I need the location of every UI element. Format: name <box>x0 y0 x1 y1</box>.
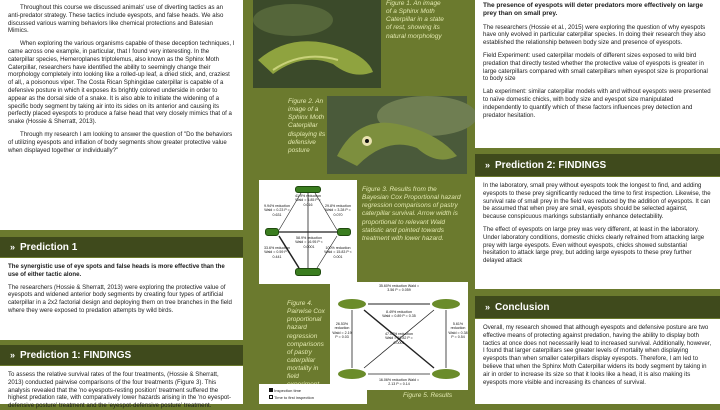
figure1-photo <box>253 0 381 88</box>
intro-paragraph-2: When exploring the various organisms capable of these deception techniques, I came across one example, in particular, that I found very interesting. In the caterpillar species, Hemeroplanes triptolemus, also known as the Sphinx Moth Caterpillar, researchers have identified the ability to seemingly change their morphology completely into looking like a rolled-up leaf, a dried stick, and, craziest of all,, a poisonous viper. The Costa Rican Sphingidae caterpillar is capable of a defensive posture in which it exposes its brightly colored underside in order to appear as the dorsal side of a snake. It is also able to initiate the widening of a specific body segment by taking air into its sides on its anterior and causing its perfectly placed eyespots to produce a false head that very closely mimics that of a snake (Hossie & Sherratt, 2013). <box>8 40 235 126</box>
legend-swatch-first-inspection <box>269 395 273 399</box>
findings2-title: Prediction 2: FINDINGS <box>495 159 607 171</box>
conclusion-title: Conclusion <box>495 301 550 313</box>
figure3-caption: Figure 3. Results from the Bayesian Cox Proportional hazard regression comparisons of pastry caterpillar survival. Arrow width is proportional to relevant Wald statistic and pointed towards treatment with lower hazard. <box>362 186 461 242</box>
prediction1-body: The researchers (Hossie & Sherratt, 2013) were exploring the protective value of eyespots and widened anterior body segments by creating four types of artificial caterpillar in a 2x2 factorial design and deploying them on tree branches in the field where they were exposed to predation attempts by wild birds. <box>8 283 232 314</box>
figure4-diagram <box>330 282 468 390</box>
prediction1-title: Prediction 1 <box>20 241 78 253</box>
findings2-panel <box>475 177 720 289</box>
conclusion-panel <box>475 319 720 404</box>
prediction1-header <box>0 237 243 257</box>
caterpillar-resting-image <box>253 0 381 88</box>
prediction1-panel <box>0 258 243 340</box>
fig4-label-2: 8.49% reduction Wald = 0.89 P = 0.35 <box>382 310 416 319</box>
fig4-label-1: 35.60% reduction Wald = 3.56 P = 0.059 <box>378 284 420 293</box>
prediction1-hypothesis: The synergistic use of eye spots and false heads is more effective than the use of either tactic alone. <box>8 263 225 278</box>
findings1-title: Prediction 1: FINDINGS <box>20 349 132 361</box>
prediction2-paragraph-2: Field Experiment: used caterpillar models of different sizes exposed to wild bird predation that directly tested whether the protective value of eyespots is greater in large caterpillars compared with small caterpillars when eyespot size is proportional to body size <box>483 52 708 83</box>
findings1-body: To assess the relative survival rates of the four treatments, (Hossie & Sherratt, 2013) conducted pairwise comparisons of the four treatments (Figure 3). This analysis revealed that the 'no eyespots-resting position' treatment suffered the highest predation rate, with comparatively lower hazards arising in the 'no eyespot-defensive posture' treatment and the 'eyespot-defensive posture' treatment. <box>8 371 232 410</box>
fig5-legend-2: Time to first inspection <box>274 395 314 400</box>
figure5-caption: Figure 5. Results <box>403 392 453 399</box>
fig4-label-3: 26.53% reduction Wald = 2.19 P = 0.03 <box>332 322 352 339</box>
conclusion-body: Overall, my research showed that although eyespots and defensive posture are two effective means of protecting against predation, having the ability to display both tactics at once does not necessarily lead to increased survival. Additionally, however, I found that larger caterpillars see greater levels of mortality when displaying eyespots than when smaller caterpillars display eyespots. Therefore, I am led to believe that when the Sphinx Moth Caterpillar widens its body segment by taking in air in order to increase its size so that it looks like a head, it is also making its eyespots more visible and increasing its chances of survival. <box>483 324 712 386</box>
figure5-chart <box>259 384 367 404</box>
fig3-label-1: 41.9% reduction Wald = 5.85 P = 0.016 <box>295 194 321 207</box>
figure3-diagram <box>259 180 357 284</box>
findings2-header <box>475 154 720 176</box>
double-right-arrow-icon: » <box>10 242 16 252</box>
fig4-label-5: 5.61% reduction Wald = 0.38 P = 0.54 <box>448 322 468 339</box>
findings1-header <box>0 345 243 365</box>
fig3-label-3: 29.8% reduction Wald = 3.28 P = 0.070 <box>325 204 351 217</box>
fig4-label-4: 47.07% reduction Wald = 19.82 P = 0.0001 <box>385 332 413 345</box>
legend-swatch-inspection <box>269 388 273 392</box>
double-right-arrow-icon: » <box>485 160 491 170</box>
caterpillar-defensive-image <box>327 96 467 174</box>
findings2-paragraph-1: In the laboratory, small prey without eyespots took the longest to find, and adding eyespots to these prey significantly reduced the time to first inspection. Likewise, the survival rate of small prey in the field was reduced by the addition of eyespots. It can be assumed that when prey are small, eyespots should be selected against, because conspicuous markings substantially enhance detectability. <box>483 182 711 221</box>
figure2-photo <box>327 96 467 174</box>
prediction2-paragraph-1: The researchers (Hossie et al., 2015) were exploring the question of why eyespots have only evolved in particular caterpillar species. In doing their research they also established the relationship between body size and presence of eyespots. <box>483 23 706 47</box>
prediction2-paragraph-3: Lab experiment: similar caterpillar models with and without eyespots were presented to naïve domestic chicks, with body size and eyespot size manipulated independently to quantify which of these factors influences prey detection and predator hesitation. <box>483 88 711 119</box>
fig3-label-2: 9.94% reduction Wald = 0.23 P = 0.631 <box>264 204 290 217</box>
double-right-arrow-icon: » <box>485 302 491 312</box>
intro-panel <box>0 0 243 230</box>
double-right-arrow-icon: » <box>10 350 16 360</box>
intro-paragraph-1: Throughout this course we discussed animals' use of diverting tactics as an anti-predator strategy. These tactics include eyespots, and false heads. We also discussed various warning behaviors like chemical protections and Batesian Mimics. <box>8 4 224 35</box>
fig5-legend-1: Inspection time <box>274 388 302 393</box>
findings2-paragraph-2: The effect of eyespots on large prey was very different, at least in the laboratory. Under laboratory conditions, domestic chicks clearly refrained from attacking large prey with large eyespots. Even without eyespots, chicks showed substantial hesitation to attack large prey, but adding large eyespots to these prey further delayed attack <box>483 225 705 265</box>
intro-paragraph-3: Through my research I am looking to answer the question of "Do the behaviors of utilizing eyespots and inflation of body segments show greater protective value when displayed together or individually?" <box>8 130 233 154</box>
fig3-label-4: 58.9% reduction Wald = 16.95 P < 0.0001 <box>295 236 323 249</box>
conclusion-header <box>475 296 720 318</box>
figure2-caption: Figure 2. An image of a Sphinx Moth Caterpillar displaying its defensive posture <box>288 98 326 154</box>
prediction2-hypothesis: The presence of eyespots will deter predators more effectively on large prey than on small prey. <box>483 2 703 18</box>
fig3-label-5: 33.6% reduction Wald = 0.59 P = 0.441 <box>264 246 290 259</box>
fig3-label-6: 100% reduction Wald = 15.83 P < 0.001 <box>324 246 352 259</box>
prediction2-panel <box>475 0 720 148</box>
findings1-panel <box>0 366 243 410</box>
fig4-label-6: 16.06% reduction Wald = 2.13 P = 0.14 <box>378 378 420 387</box>
figure1-caption: Figure 1. An image of a Sphinx Moth Caterpillar in a state of rest, showing its natural morphology <box>386 0 444 40</box>
figure4-caption: Figure 4. Pairwise Cox proportional hazard regression comparisons of pastry caterpillar mortality in field <box>287 300 325 381</box>
